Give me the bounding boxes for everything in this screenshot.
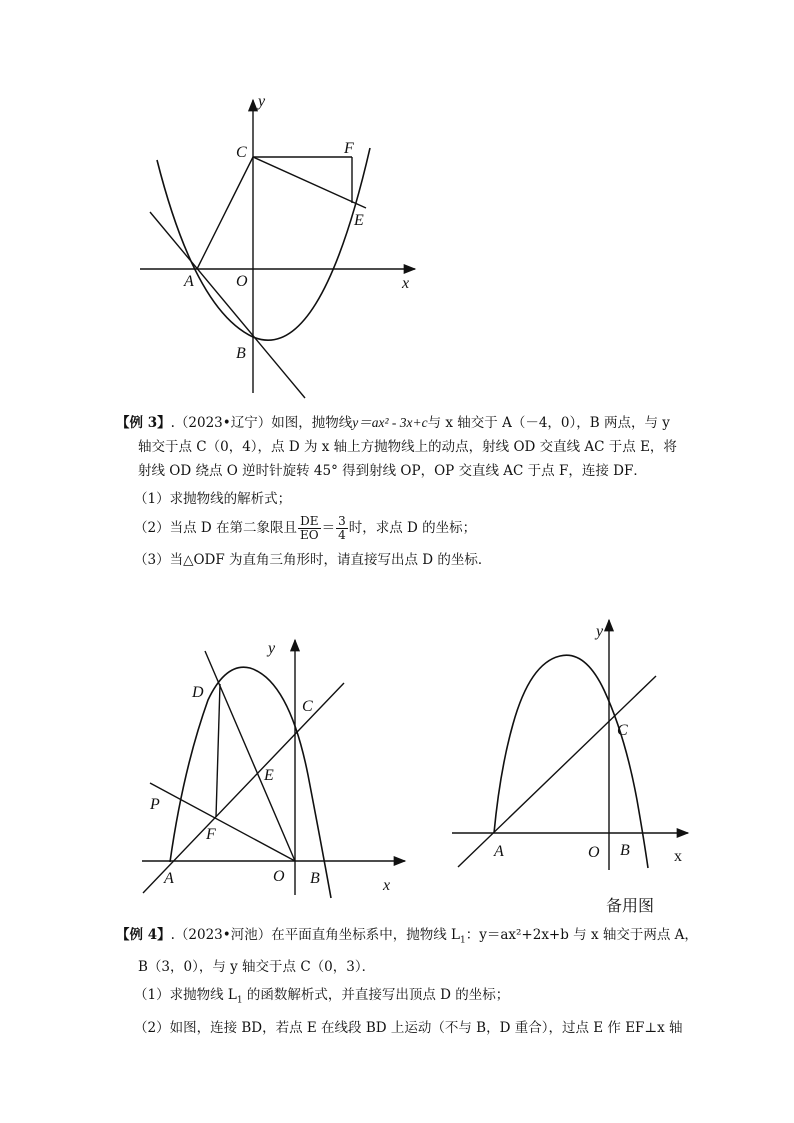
ex3-question-1: （1）求抛物线的解析式；: [134, 491, 292, 507]
label-o: O: [236, 273, 248, 290]
segment-df: [216, 684, 220, 817]
ex3-q2-fraction: [298, 515, 321, 542]
label-c: C: [617, 722, 628, 739]
label-a: A: [184, 273, 194, 290]
label-e: E: [264, 767, 274, 784]
line-ce: [253, 157, 366, 208]
ex4-tag: 【例 4】: [116, 927, 171, 943]
label-y: y: [268, 640, 276, 657]
ex4-q1-sub: 1: [236, 995, 243, 1006]
label-y: y: [596, 623, 604, 640]
ex3-text-1a: 如图，抛物线: [271, 415, 353, 431]
ex3-q2-frac-num: DE: [298, 515, 321, 529]
label-x: x: [383, 877, 391, 894]
label-x: x: [402, 275, 410, 292]
ex3-q2-equals: ＝: [321, 520, 336, 536]
ex3-question-2: [116, 515, 676, 542]
segment-ac: [197, 157, 253, 269]
ex4-question-1: [116, 983, 676, 1013]
label-a: A: [164, 870, 174, 887]
label-f: F: [344, 140, 354, 157]
ex3-tag: 【例 3】: [116, 415, 171, 431]
label-x: x: [674, 848, 682, 865]
label-c: C: [236, 144, 247, 161]
label-y: y: [258, 93, 266, 110]
ex3-line-2: 轴交于点 C（0，4），点 D 为 x 轴上方抛物线上的动点，射线 OD 交直线 AC 于点 E，将: [138, 439, 677, 455]
ex3-q2-val-den: 4: [338, 528, 346, 542]
label-f: F: [206, 826, 216, 843]
ex4-sub-1: 1: [459, 935, 466, 946]
ex3-q2-text-a: （2）当点 D 在第二象限且: [134, 520, 297, 536]
ex4-source: .（2023•河池）: [170, 927, 272, 943]
figure-parabola-2: [0, 620, 460, 910]
ex3-text-1b: 与 x 轴交于 A（－4，0），B 两点，与 y: [427, 415, 670, 431]
example-4: [116, 923, 698, 1040]
ex3-equation: y＝ax² - 3x+c: [352, 415, 428, 430]
ex3-q2-value: [336, 515, 348, 542]
ex3-q2-val-num: 3: [338, 514, 346, 528]
ex4-line-1: [116, 923, 698, 953]
backup-caption: 备用图: [606, 896, 655, 915]
ex4-text-1b: ：y＝ax²+2x+b 与 x 轴交于两点 A，: [465, 927, 698, 943]
ex4-q1-text-a: （1）求抛物线 L: [134, 986, 237, 1003]
figure-parabola-1: [0, 0, 794, 410]
label-o: O: [588, 844, 600, 861]
parabola: [494, 655, 648, 868]
ex3-q2-frac-den: EO: [300, 528, 319, 542]
label-e: E: [354, 212, 364, 229]
label-b: B: [236, 345, 246, 362]
label-a: A: [494, 843, 504, 860]
example-3: [116, 411, 676, 572]
label-o: O: [273, 868, 285, 885]
ex3-q2-text-b: 时，求点 D 的坐标；: [348, 520, 477, 536]
line-ac: [458, 676, 656, 867]
ex3-line-3: 射线 OD 绕点 O 逆时针旋转 45° 得到射线 OP，OP 交直线 AC 于点 F，连接 DF．: [138, 463, 647, 479]
label-b: B: [620, 842, 630, 859]
ex4-q1-text-b: 的函数解析式，并直接写出顶点 D 的坐标；: [242, 986, 510, 1003]
line-ab: [150, 212, 305, 398]
ex3-line-1: [116, 411, 676, 435]
label-d: D: [192, 684, 204, 701]
label-c: C: [302, 698, 313, 715]
ex3-source: .（2023•辽宁）: [170, 415, 272, 431]
ex4-line-2: B（3，0），与 y 轴交于点 C（0，3）．: [138, 958, 376, 975]
figure-backup: [440, 610, 700, 920]
ex4-text-1a: 在平面直角坐标系中，抛物线 L: [271, 927, 460, 943]
ex4-question-2: （2）如图，连接 BD，若点 E 在线段 BD 上运动（不与 B，D 重合），过点 E 作 EF⊥x 轴: [134, 1020, 683, 1037]
label-b: B: [310, 870, 320, 887]
parabola: [157, 148, 370, 340]
label-p: P: [150, 796, 160, 813]
ex3-question-3: （3）当△ODF 为直角三角形时，请直接写出点 D 的坐标．: [134, 552, 492, 568]
